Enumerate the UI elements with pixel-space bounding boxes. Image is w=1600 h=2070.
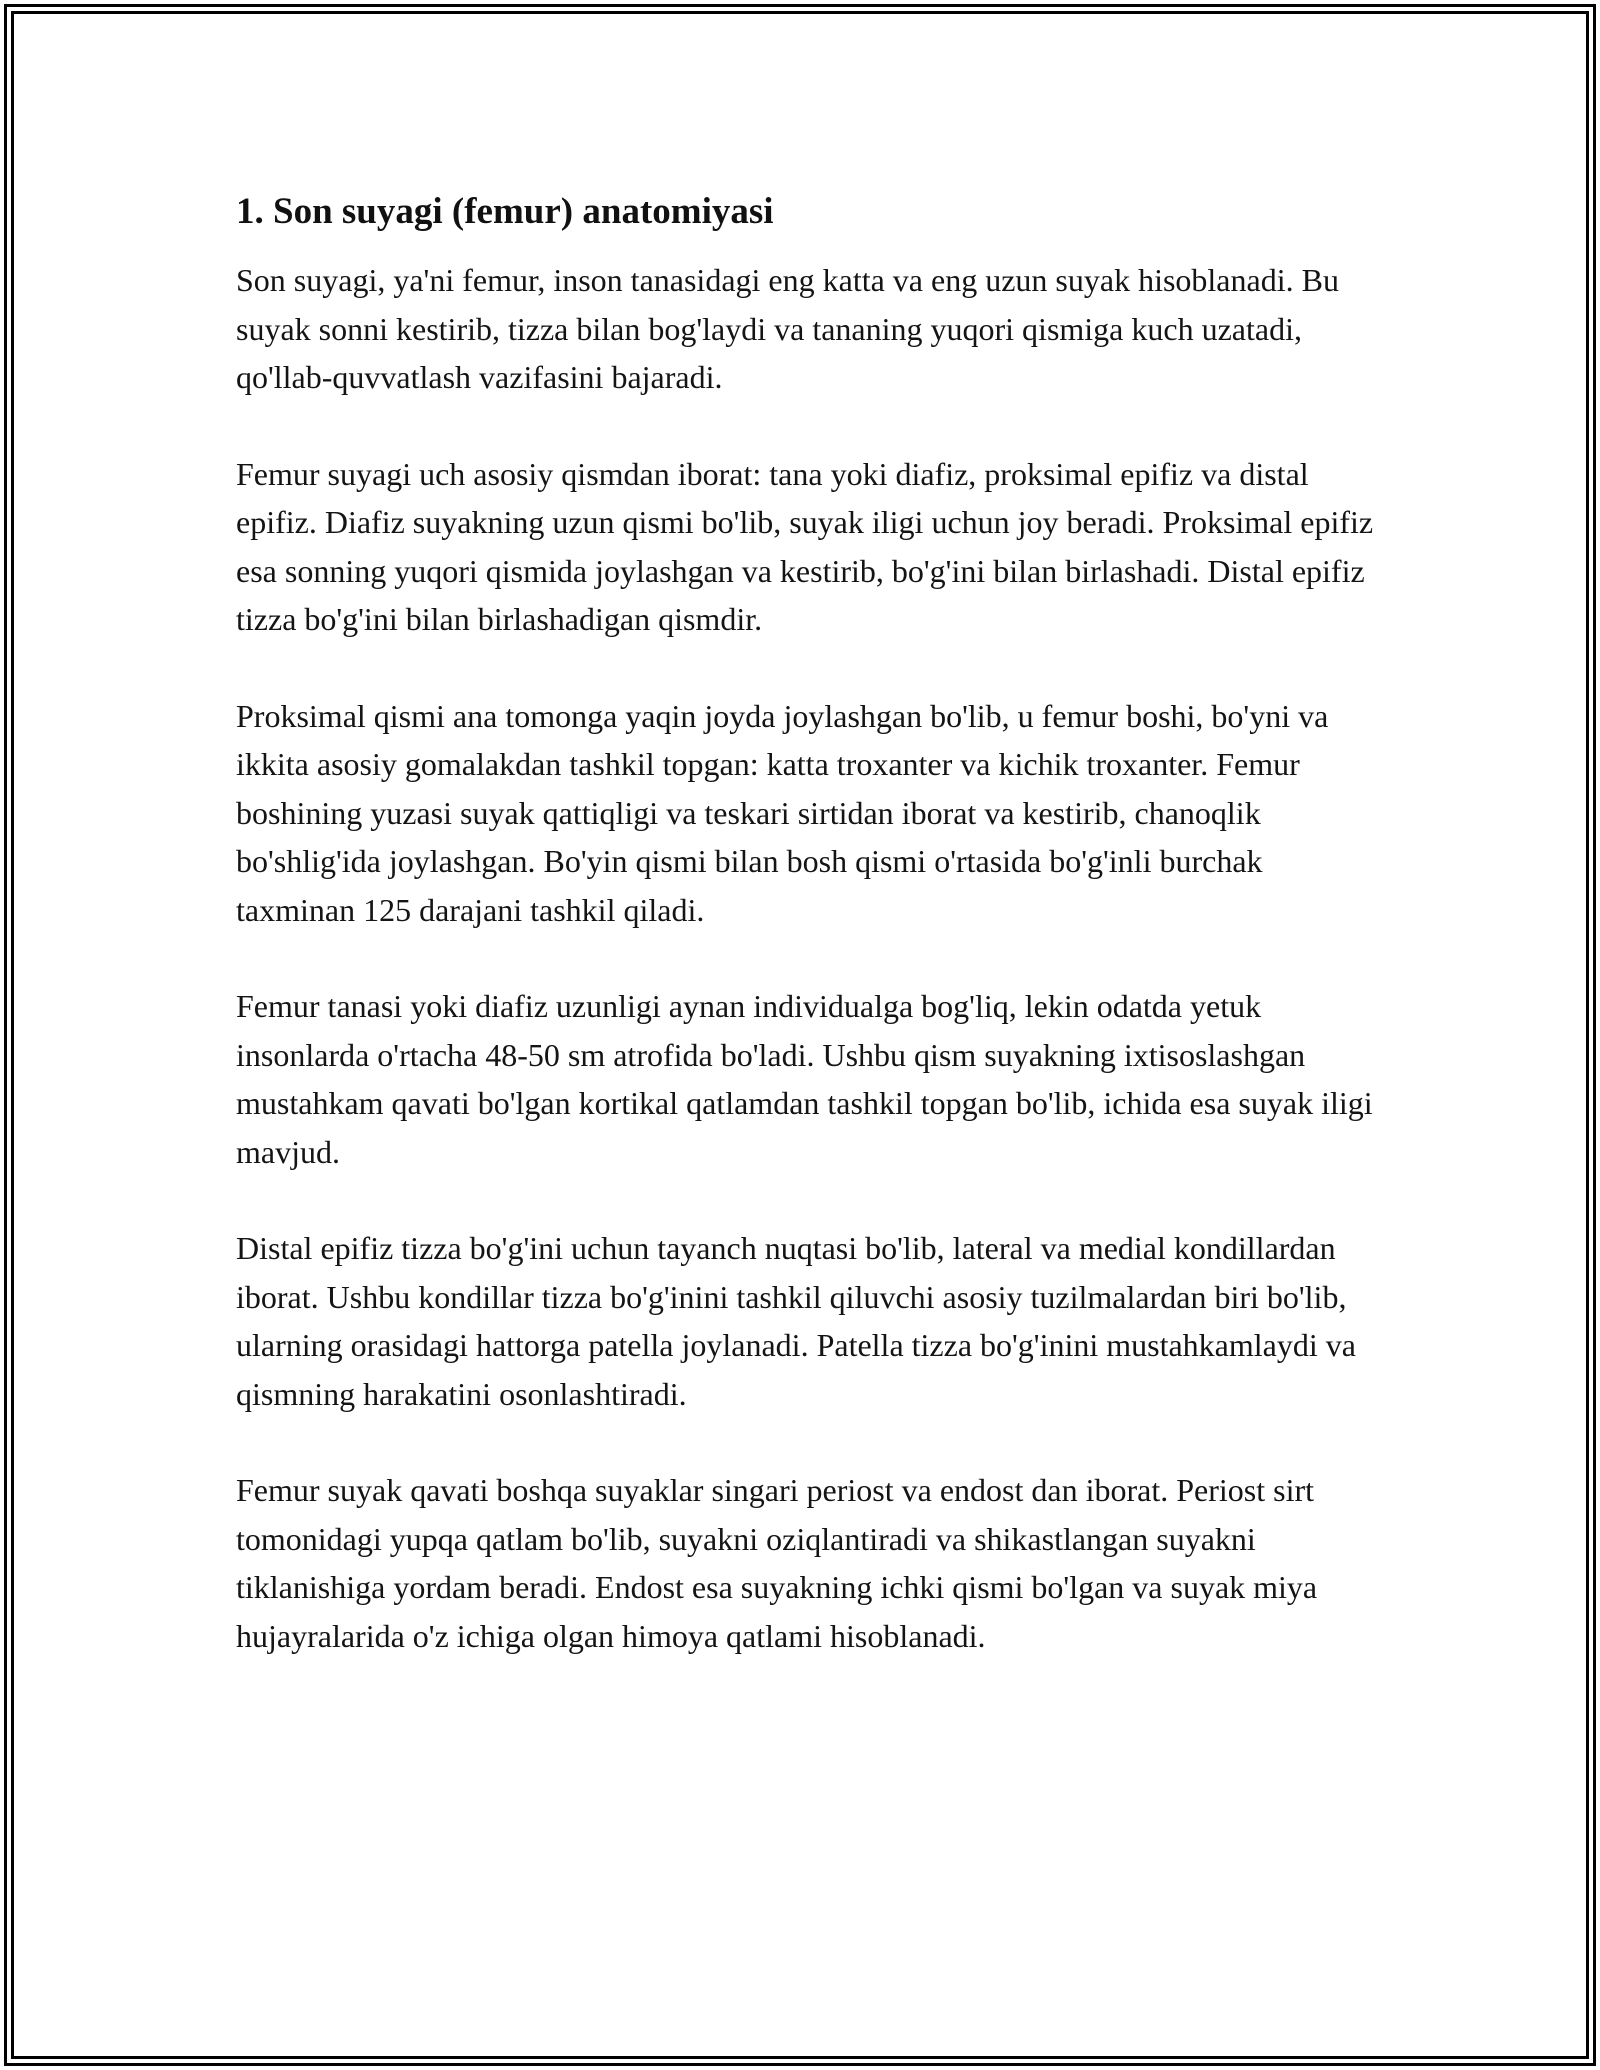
paragraph-introduction: Son suyagi, ya'ni femur, inson tanasidagi eng katta va eng uzun suyak hisoblanadi. Bu suyak sonni kestirib, tizza bilan bog'laydi va tananing yuqori qismiga kuch uzatadi, qo'llab-quvvatlash vazifasini bajaradi. bbox=[236, 262, 1339, 395]
paragraph-distal-epiphysis: Distal epifiz tizza bo'g'ini uchun tayanch nuqtasi bo'lib, lateral va medial kondillardan iborat. Ushbu kondillar tizza bo'g'inini tashkil qiluvchi asosiy tuzilmalardan biri bo'lib, ularning orasidagi hattorga patella joylanadi. Patella tizza bo'g'inini mustahkamlaydi va qismning harakatini osonlashtiradi. bbox=[236, 1230, 1356, 1412]
section-heading: 1. Son suyagi (femur) anatomiyasi bbox=[236, 191, 774, 232]
paragraph-bone-layers: Femur suyak qavati boshqa suyaklar singari periost va endost dan iborat. Periost sirt tomonidagi yupqa qatlam bo'lib, suyakni oziqlantiradi va shikastlangan suyakni tiklanishiga yordam beradi. Endost esa suyakning ichki qismi bo'lgan va suyak miya hujayralarida o'z ichiga olgan himoya qatlami hisoblanadi. bbox=[236, 1472, 1318, 1654]
paragraph-diaphysis: Femur tanasi yoki diafiz uzunligi aynan individualga bog'liq, lekin odatda yetuk insonlarda o'rtacha 48-50 sm atrofida bo'ladi. Ushbu qism suyakning ixtisoslashgan mustahkam qavati bo'lgan kortikal qatlamdan tashkil topgan bo'lib, ichida esa suyak iligi mavjud. bbox=[236, 988, 1373, 1170]
paragraph-proximal-part: Proksimal qismi ana tomonga yaqin joyda joylashgan bo'lib, u femur boshi, bo'yni va ikkita asosiy gomalakdan tashkil topgan: katta troxanter va kichik troxanter. Femur boshining yuzasi suyak qattiqligi va teskari sirtidan iborat va kestirib, chanoqlik bo'shlig'ida joylashgan. Bo'yin qismi bilan bosh qismi o'rtasida bo'g'inli burchak taxminan 125 darajani tashkil qiladi. bbox=[236, 697, 1329, 928]
paragraph-structure: Femur suyagi uch asosiy qismdan iborat: tana yoki diafiz, proksimal epifiz va distal epifiz. Diafiz suyakning uzun qismi bo'lib, suyak iligi uchun joy beradi. Proksimal epifiz esa sonning yuqori qismida joylashgan va kestirib, bo'g'ini bilan birlashadi. Distal epifiz tizza bo'g'ini bilan birlashadigan qismdir. bbox=[236, 455, 1374, 637]
document-body bbox=[236, 186, 1376, 1708]
